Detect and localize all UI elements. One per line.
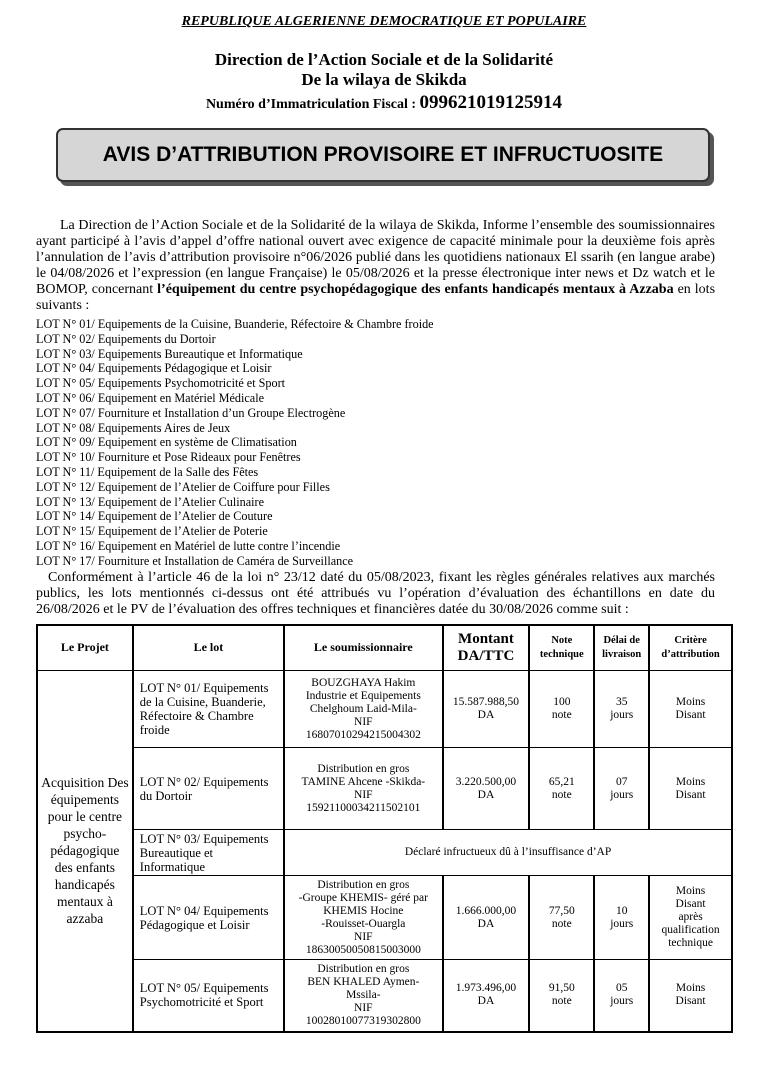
lot-cell: LOT N° 05/ Equipements Psychomotricité et Sport: [133, 960, 284, 1032]
lot-item: LOT N° 03/ Equipements Bureautique et Informatique: [36, 346, 303, 361]
critere-cell: Moins Disant: [649, 960, 732, 1032]
header-montant: Montant DA/TTC: [443, 625, 530, 671]
direction-name: Direction de l’Action Sociale et de la Solidarité: [214, 50, 554, 69]
table-row: [37, 876, 732, 960]
table-row: [37, 830, 732, 876]
table-row: [37, 671, 732, 748]
delai-cell: 10 jours: [594, 876, 649, 960]
note-cell: 91,50 note: [529, 960, 594, 1032]
table-header-row: [37, 625, 732, 671]
table-row: [37, 960, 732, 1032]
lot-item: LOT N° 09/ Equipement en système de Climatisation: [36, 435, 297, 450]
fiscal-id-value: 099621019125914: [419, 92, 563, 113]
note-cell: 77,50 note: [529, 876, 594, 960]
lot-item: LOT N° 15/ Equipement de l’Atelier de Poterie: [36, 524, 268, 539]
soumissionnaire-cell: BOUZGHAYA Hakim Industrie et Equipements Chelghoum Laid-Mila- NIF 168070102942150043​02: [284, 671, 442, 748]
table-row: [37, 748, 732, 830]
lot-item: LOT N° 16/ Equipement en Matériel de lutte contre l’incendie: [36, 538, 341, 553]
lot-item: LOT N° 08/ Equipements Aires de Jeux: [36, 420, 231, 435]
soumissionnaire-cell: Distribution en gros BEN KHALED Aymen- Mssila- NIF 100280100773193028​00: [284, 960, 442, 1032]
title-box: [56, 128, 710, 182]
document-title: AVIS D’ATTRIBUTION PROVISOIRE ET INFRUCTUOSITE: [102, 143, 664, 166]
delai-cell: 05 jours: [594, 960, 649, 1032]
header-note: Note technique: [529, 625, 594, 671]
lot-cell: LOT N° 01/ Equipements de la Cuisine, Buanderie, Réfectoire & Chambre froide: [133, 671, 284, 748]
lot-item: LOT N° 01/ Equipements de la Cuisine, Buanderie, Réfectoire & Chambre froide: [36, 317, 434, 331]
header-projet: Le Projet: [37, 625, 133, 671]
lot-cell: LOT N° 02/ Equipements du Dortoir: [133, 748, 284, 830]
infructueux-cell: Déclaré infructueux dû à l’insuffisance d’AP: [284, 830, 732, 876]
lot-item: LOT N° 06/ Equipement en Matériel Médicale: [36, 390, 265, 405]
conformement-paragraph: [36, 570, 715, 618]
critere-cell: Moins Disant après qualification technique: [649, 876, 732, 960]
header-critere: Critère d’attribution: [649, 625, 732, 671]
fiscal-id-label: Numéro d’Immatriculation Fiscal :: [205, 97, 417, 112]
conformement-text: Conformément à l’article 46 de la loi n° 23/12 daté du 05/08/2023, fixant les règles générales relatives aux marchés publics, les lots mentionnés ci-dessus ont été attribués vu l’opération d’évaluation des échantillons en date du 26/08/2026 et le PV de l’évaluation des offres techniques et financières datée du 30/08/2026 comme suit :: [36, 570, 715, 617]
wilaya-name: De la wilaya de Skikda: [301, 70, 467, 89]
header-delai: Délai de livraison: [594, 625, 649, 671]
intro-bold-subject: l’équipement du centre psychopédagogique des enfants handicapés mentaux à Azzaba: [157, 282, 674, 297]
fiscal-id: [0, 92, 768, 114]
soumissionnaire-cell: Distribution en gros TAMINE Ahcene -Skikda- NIF 159211000342115021​01: [284, 748, 442, 830]
lot-cell: LOT N° 03/ Equipements Bureautique et Informatique: [133, 830, 284, 876]
lot-item: LOT N° 12/ Equipement de l’Atelier de Coiffure pour Filles: [36, 479, 330, 494]
delai-cell: 07 jours: [594, 748, 649, 830]
header-soumissionnaire: Le soumissionnaire: [284, 625, 442, 671]
projet-cell: Acquisition Des équipements pour le centre psycho-pédagogique des enfants handicapés mentaux à azzaba: [37, 671, 133, 1032]
montant-cell: 1.666.000,00 DA: [443, 876, 530, 960]
lot-item: LOT N° 02/ Equipements du Dortoir: [36, 331, 216, 346]
header-lot: Le lot: [133, 625, 284, 671]
critere-cell: Moins Disant: [649, 671, 732, 748]
intro-paragraph: [36, 218, 715, 314]
intro-tail: en lots suivants :: [36, 282, 716, 313]
critere-cell: Moins Disant: [649, 748, 732, 830]
soumissionnaire-cell: Distribution en gros -Groupe KHEMIS- géré par KHEMIS Hocine -Rouisset-Ouargla NIF 186300500508150030​00: [284, 876, 442, 960]
note-cell: 100 note: [529, 671, 594, 748]
montant-cell: 3.220.500,00 DA: [443, 748, 530, 830]
lot-item: LOT N° 05/ Equipements Psychomotricité et Sport: [36, 376, 286, 391]
lot-item: LOT N° 17/ Fourniture et Installation de Caméra de Surveillance: [36, 553, 354, 568]
lot-item: LOT N° 13/ Equipement de l’Atelier Culinaire: [36, 494, 265, 509]
montant-cell: 1.973.496,00 DA: [443, 960, 530, 1032]
lot-item: LOT N° 07/ Fourniture et Installation d’un Groupe Electrogène: [36, 405, 346, 420]
lot-cell: LOT N° 04/ Equipements Pédagogique et Loisir: [133, 876, 284, 960]
lots-list: [36, 317, 726, 569]
lot-item: LOT N° 11/ Equipement de la Salle des Fêtes: [36, 464, 259, 479]
intro-text: La Direction de l’Action Sociale et de la Solidarité de la wilaya de Skikda, Informe l’ensemble des soumissionnaires ayant participé à l’avis d’appel d’offre national ouvert avec exigence de capacité minimale pour la deuxième fois après l’annulation de l’avis d’attribution provisoire n°06/2026 publié dans les quotidiens nationaux El ssarih (en langue arabe) le 04/08/2026 et l’expression (en langue Française) le 05/08/2026 et la presse électronique inter news et Dz watch et le BOMOP, concernant: [36, 218, 715, 297]
montant-cell: 15.587.988,50 DA: [443, 671, 530, 748]
results-table: [36, 624, 733, 1033]
note-cell: 65,21 note: [529, 748, 594, 830]
republic-heading: REPUBLIQUE ALGERIENNE DEMOCRATIQUE ET POPULAIRE: [181, 14, 587, 29]
lot-item: LOT N° 04/ Equipements Pédagogique et Loisir: [36, 361, 272, 376]
lot-item: LOT N° 14/ Equipement de l’Atelier de Couture: [36, 509, 273, 524]
delai-cell: 35 jours: [594, 671, 649, 748]
lot-item: LOT N° 10/ Fourniture et Pose Rideaux pour Fenêtres: [36, 450, 301, 465]
